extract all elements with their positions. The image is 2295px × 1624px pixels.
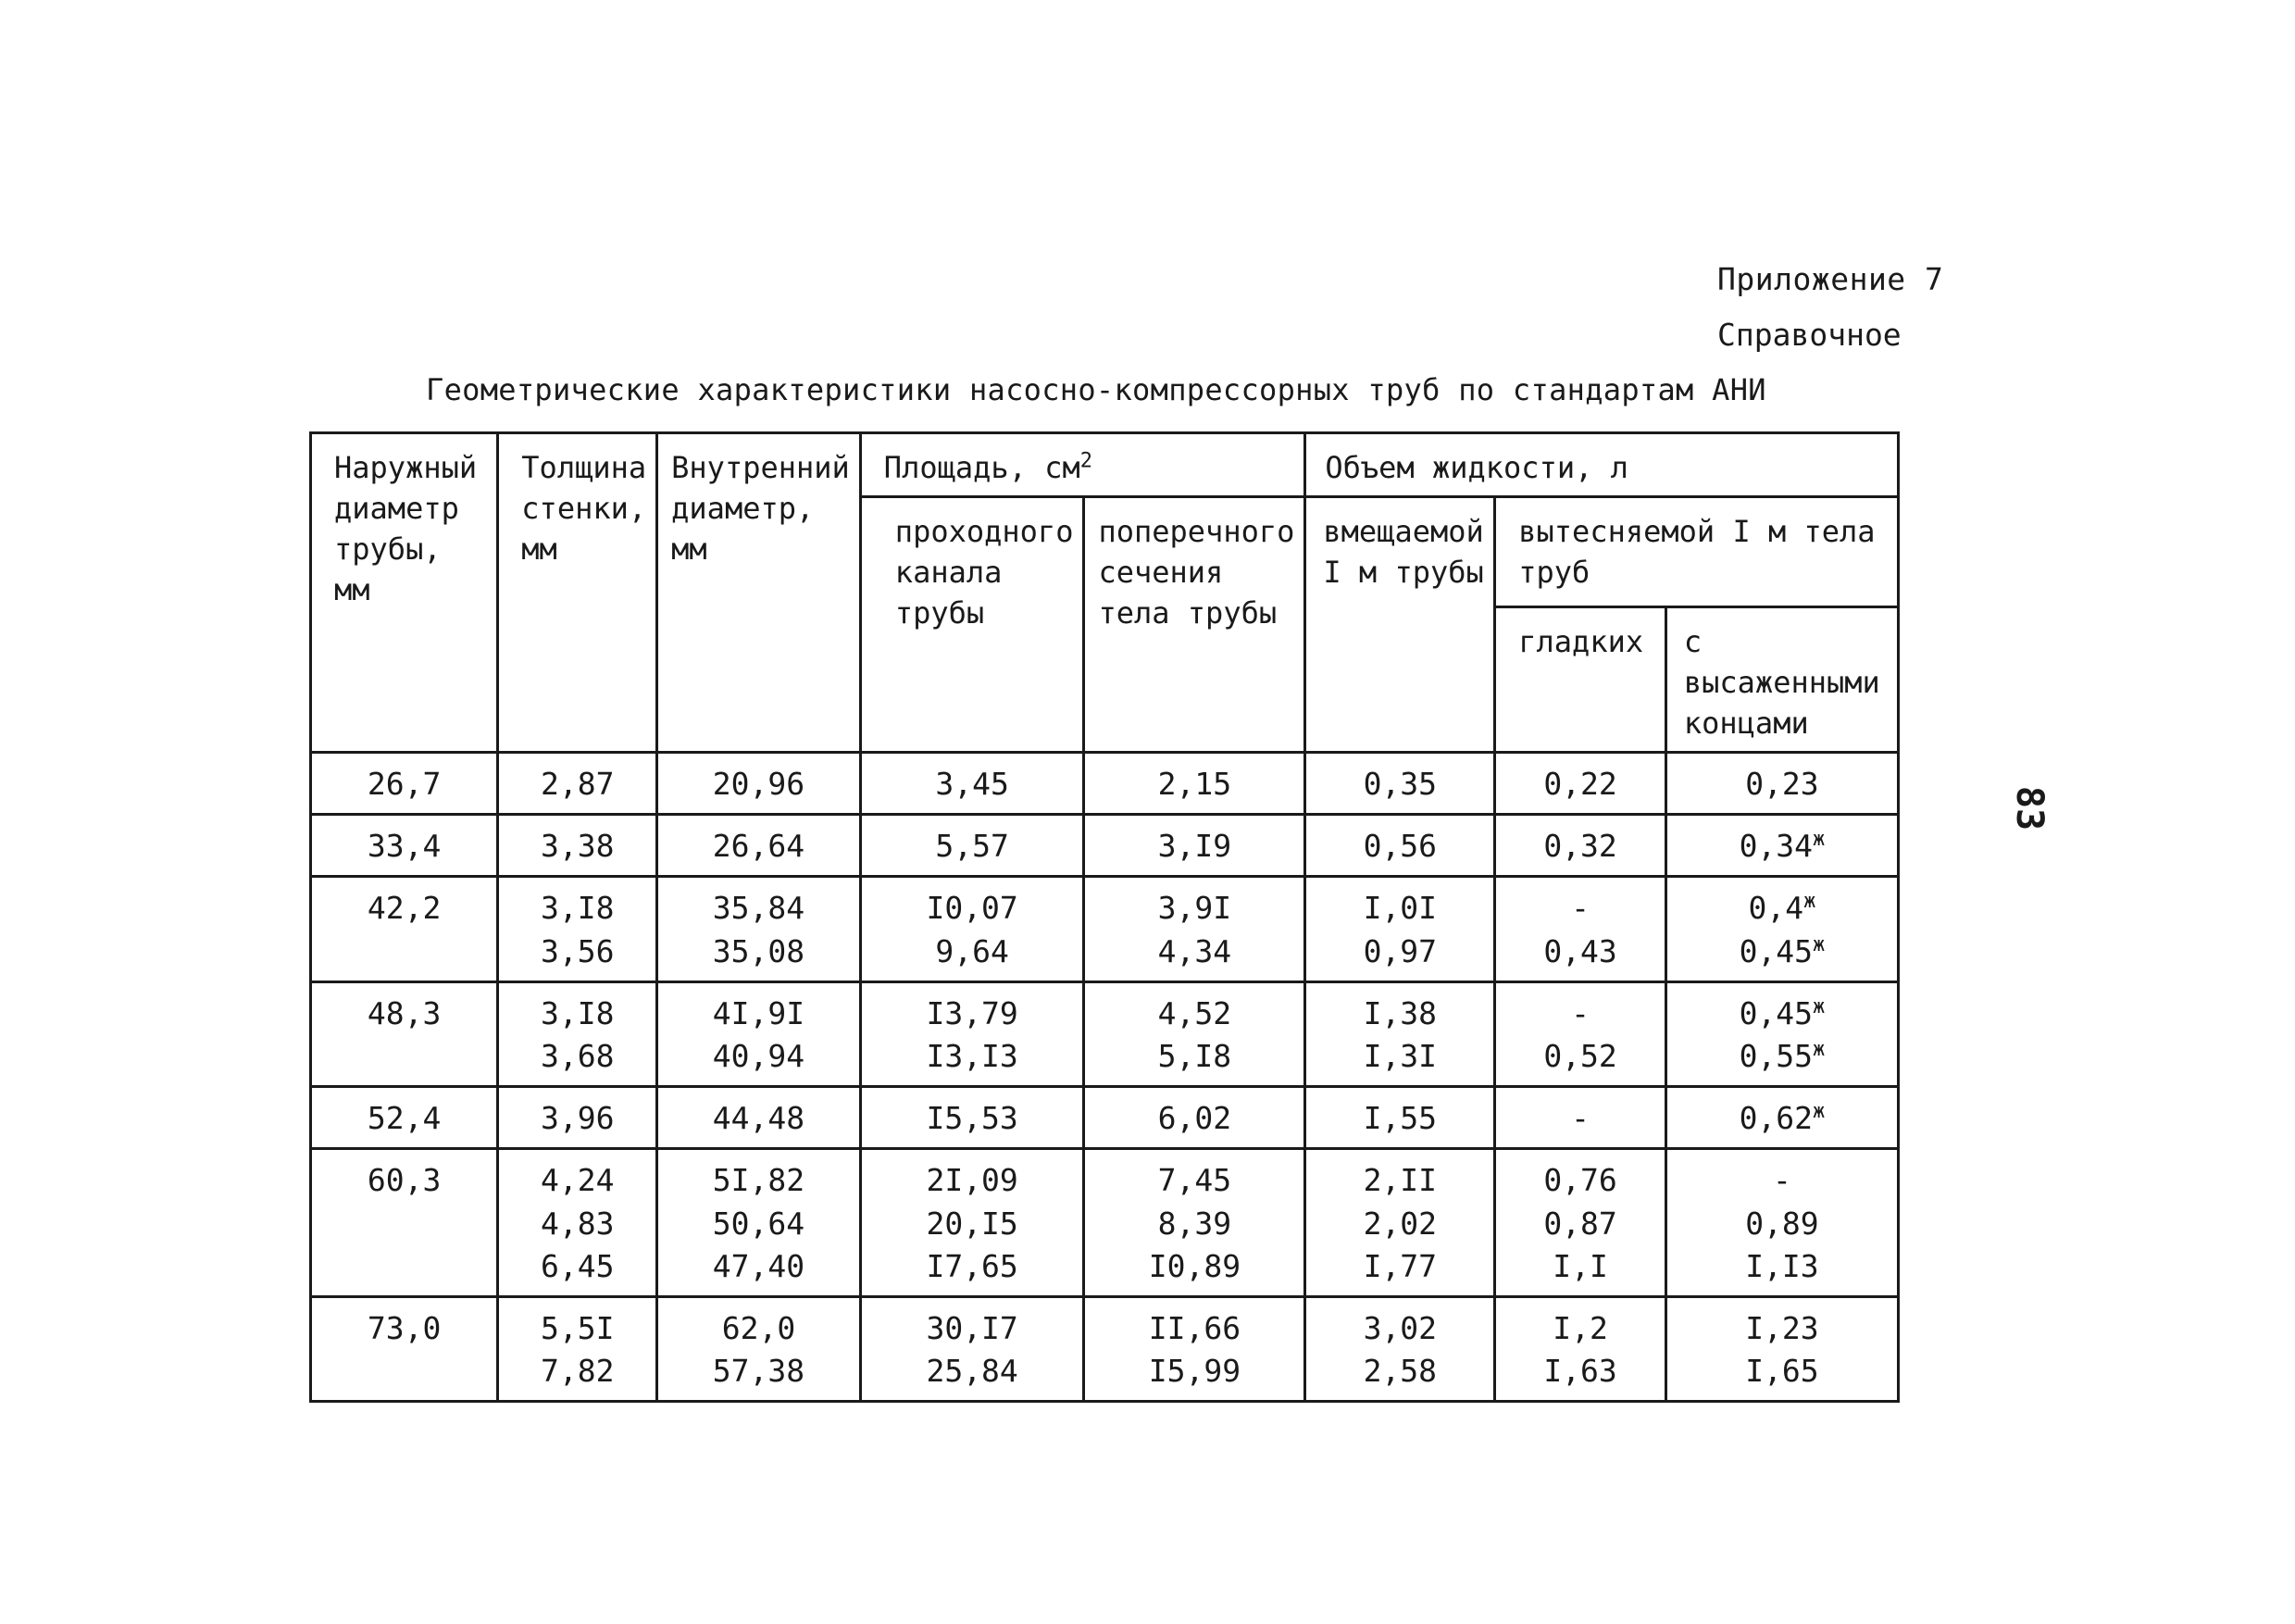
cell-value — [506, 931, 648, 973]
cell-value — [1675, 1350, 1890, 1393]
cell-value-text: 47,40 — [712, 1247, 805, 1284]
cell-value — [1092, 1307, 1296, 1350]
cell-value-text: - — [1571, 890, 1590, 927]
cell-value — [1314, 1203, 1486, 1245]
cell-value — [1314, 1245, 1486, 1288]
cell-value-text: 7,45 — [1157, 1162, 1232, 1199]
cell-value-text: 30,I7 — [926, 1309, 1018, 1346]
cell-value-text: I,63 — [1543, 1353, 1617, 1390]
wall-thickness-cell — [498, 877, 657, 981]
table-row — [311, 981, 1899, 1086]
volume-upset-cell — [1665, 981, 1898, 1086]
cell-value-text: 6,45 — [540, 1247, 615, 1284]
cell-value — [869, 931, 1076, 973]
cell-value — [869, 1307, 1076, 1350]
cell-value — [1675, 763, 1890, 806]
cell-value — [1314, 887, 1486, 930]
cell-value-text: 57,38 — [712, 1353, 805, 1390]
cell-value — [1314, 931, 1486, 973]
cell-value-text: 3,45 — [935, 766, 1009, 802]
cell-value-text: I,2 — [1553, 1309, 1608, 1346]
cell-value — [506, 825, 648, 868]
volume-smooth-cell — [1495, 753, 1666, 815]
volume-smooth-cell — [1495, 981, 1666, 1086]
inner-diameter-cell — [657, 981, 861, 1086]
cell-value — [506, 763, 648, 806]
cell-value — [1503, 1350, 1657, 1393]
cell-value — [666, 1203, 852, 1245]
cell-value-text: 0,62 — [1739, 1100, 1814, 1137]
cell-value — [1675, 1245, 1890, 1288]
cell-value — [1503, 1159, 1657, 1202]
footnote-mark: ж — [1813, 1100, 1826, 1124]
area-channel-cell — [860, 981, 1084, 1086]
wall-thickness-cell — [498, 1087, 657, 1149]
volume-contained-cell — [1305, 1149, 1495, 1297]
outer-diameter-cell — [311, 1149, 498, 1297]
cell-value — [506, 1097, 648, 1140]
volume-smooth-cell — [1495, 1087, 1666, 1149]
cell-value-text: I5,99 — [1148, 1353, 1241, 1390]
cell-value — [1092, 1097, 1296, 1140]
cell-value — [1675, 825, 1890, 868]
cell-value — [1675, 887, 1890, 930]
cell-value-text: I,55 — [1363, 1100, 1438, 1137]
volume-upset-cell — [1665, 1087, 1898, 1149]
cell-value — [666, 887, 852, 930]
cell-value — [1092, 763, 1296, 806]
table-row — [311, 815, 1899, 877]
cell-value-text: 0,22 — [1543, 766, 1617, 802]
cell-value-text: 3,9I — [1157, 890, 1232, 927]
cell-value-text: 0,52 — [1543, 1037, 1617, 1074]
table-row — [311, 753, 1899, 815]
cell-value — [1092, 825, 1296, 868]
cell-value-text: 5I,82 — [712, 1162, 805, 1199]
cell-value-text: 3,38 — [540, 828, 615, 865]
cell-value-text: - — [1772, 1162, 1791, 1199]
cell-value-text: I,I3 — [1745, 1247, 1819, 1284]
cell-value — [666, 1035, 852, 1078]
cell-value — [1503, 1203, 1657, 1245]
outer-diameter-cell — [311, 1296, 498, 1401]
cell-value-text: 7,82 — [540, 1353, 615, 1390]
cell-value — [869, 825, 1076, 868]
cell-value — [506, 1307, 648, 1350]
cell-value-text: I,23 — [1745, 1309, 1819, 1346]
wall-thickness-cell — [498, 1296, 657, 1401]
header-volume-group: Объем жидкости, л — [1305, 433, 1899, 497]
footnote-mark: ж — [1803, 890, 1816, 914]
cell-value: 52,4 — [367, 1100, 442, 1137]
cell-value-text: 5,I8 — [1157, 1037, 1232, 1074]
cell-value-text: 44,48 — [712, 1100, 805, 1137]
cell-value — [506, 1203, 648, 1245]
cell-value-text: 20,I5 — [926, 1205, 1018, 1242]
cell-value-text: I,I — [1553, 1247, 1608, 1284]
outer-diameter-cell — [311, 981, 498, 1086]
cell-value-text: 35,08 — [712, 932, 805, 969]
area-channel-cell — [860, 1149, 1084, 1297]
cell-value — [1503, 825, 1657, 868]
header-outer-diameter: Наружный диаметр трубы, мм — [311, 433, 498, 753]
cell-value — [666, 993, 852, 1035]
cell-value — [1503, 931, 1657, 973]
cell-value — [869, 1203, 1076, 1245]
cell-value-text: II,66 — [1148, 1309, 1241, 1346]
cell-value — [666, 1159, 852, 1202]
table-row — [311, 1149, 1899, 1297]
cell-value-text: 0,56 — [1363, 828, 1438, 865]
cell-value-text: 3,I9 — [1157, 828, 1232, 865]
cell-value-text: 3,96 — [540, 1100, 615, 1137]
cell-value — [1503, 1097, 1657, 1140]
cell-value — [1314, 763, 1486, 806]
cell-value — [1503, 1035, 1657, 1078]
inner-diameter-cell — [657, 877, 861, 981]
cell-value-text: 4,52 — [1157, 994, 1232, 1031]
cell-value-text: 2I,09 — [926, 1162, 1018, 1199]
area-channel-cell — [860, 815, 1084, 877]
cell-value — [1092, 1350, 1296, 1393]
volume-smooth-cell — [1495, 1296, 1666, 1401]
table-row — [311, 1296, 1899, 1401]
cell-value — [869, 1035, 1076, 1078]
cell-value-text: 8,39 — [1157, 1205, 1232, 1242]
cell-value-text: 25,84 — [926, 1353, 1018, 1390]
volume-smooth-cell — [1495, 815, 1666, 877]
cell-value — [1314, 1035, 1486, 1078]
cell-value-text: 0,76 — [1543, 1162, 1617, 1199]
outer-diameter-cell — [311, 753, 498, 815]
cell-value-text: I,77 — [1363, 1247, 1438, 1284]
volume-upset-cell — [1665, 815, 1898, 877]
inner-diameter-cell — [657, 1087, 861, 1149]
header-area-group — [860, 433, 1305, 497]
cell-value — [1675, 931, 1890, 973]
cell-value — [1314, 825, 1486, 868]
cell-value — [1092, 1245, 1296, 1288]
cell-value-text: 4,34 — [1157, 932, 1232, 969]
cell-value-text: 4,83 — [540, 1205, 615, 1242]
document-title: Геометрические характеристики насосно-компрессорных труб по стандартам АНИ — [426, 372, 1766, 407]
cell-value — [1675, 1203, 1890, 1245]
cell-value-text: 0,34 — [1739, 828, 1814, 865]
cell-value-text: I0,07 — [926, 890, 1018, 927]
cell-value — [666, 825, 852, 868]
volume-upset-cell — [1665, 877, 1898, 981]
cell-value: 73,0 — [367, 1309, 442, 1346]
cell-value — [1314, 1159, 1486, 1202]
cell-value — [1092, 1035, 1296, 1078]
outer-diameter-cell — [311, 815, 498, 877]
volume-contained-cell — [1305, 753, 1495, 815]
cell-value — [666, 931, 852, 973]
area-channel-cell — [860, 753, 1084, 815]
cell-value-text: I,3I — [1363, 1037, 1438, 1074]
cell-value — [1092, 993, 1296, 1035]
inner-diameter-cell — [657, 753, 861, 815]
cell-value-text: 20,96 — [712, 766, 805, 802]
volume-contained-cell — [1305, 815, 1495, 877]
cell-value-text: 3,I8 — [540, 890, 615, 927]
cell-value-text: 0,4 — [1748, 890, 1804, 927]
volume-smooth-cell — [1495, 877, 1666, 981]
cell-value-text: 0,55 — [1739, 1037, 1814, 1074]
cell-value — [1314, 1097, 1486, 1140]
header-smooth: гладких — [1495, 606, 1666, 752]
cell-value — [1675, 1307, 1890, 1350]
cell-value — [869, 1097, 1076, 1140]
cell-value — [1503, 1307, 1657, 1350]
cell-value-text: - — [1571, 994, 1590, 1031]
cell-value-text: I3,79 — [926, 994, 1018, 1031]
cell-value-text: 3,I8 — [540, 994, 615, 1031]
cell-value — [506, 1035, 648, 1078]
footnote-mark: ж — [1813, 994, 1826, 1018]
cell-value-text: 0,32 — [1543, 828, 1617, 865]
cell-value — [1503, 993, 1657, 1035]
cell-value-text: 50,64 — [712, 1205, 805, 1242]
cell-value — [506, 1159, 648, 1202]
cell-value-text: I5,53 — [926, 1100, 1018, 1137]
page-number: 83 — [2008, 785, 2052, 831]
area-section-cell — [1084, 753, 1305, 815]
cell-value-text: - — [1571, 1100, 1590, 1137]
cell-value — [1092, 1159, 1296, 1202]
cell-value-text: 0,35 — [1363, 766, 1438, 802]
area-section-cell — [1084, 877, 1305, 981]
cell-value: 26,7 — [367, 766, 442, 802]
cell-value-text: 2,15 — [1157, 766, 1232, 802]
cell-value — [506, 1350, 648, 1393]
cell-value-text: 2,02 — [1363, 1205, 1438, 1242]
cell-value — [666, 1245, 852, 1288]
cell-value — [1092, 887, 1296, 930]
cell-value — [666, 1350, 852, 1393]
area-group-unit-exponent: 2 — [1079, 449, 1092, 473]
cell-value — [1675, 1097, 1890, 1140]
outer-diameter-cell — [311, 1087, 498, 1149]
cell-value-text: 0,45 — [1739, 994, 1814, 1031]
cell-value-text: I7,65 — [926, 1247, 1018, 1284]
volume-contained-cell — [1305, 981, 1495, 1086]
cell-value-text: 5,5I — [540, 1309, 615, 1346]
cell-value-text: 9,64 — [935, 932, 1009, 969]
inner-diameter-cell — [657, 1149, 861, 1297]
cell-value-text: 2,II — [1363, 1162, 1438, 1199]
cell-value-text: 0,43 — [1543, 932, 1617, 969]
header-area-section: поперечного сечения тела трубы — [1084, 497, 1305, 753]
area-section-cell — [1084, 815, 1305, 877]
inner-diameter-cell — [657, 815, 861, 877]
cell-value — [1675, 1159, 1890, 1202]
area-channel-cell — [860, 1296, 1084, 1401]
cell-value-text: 26,64 — [712, 828, 805, 865]
area-channel-cell — [860, 877, 1084, 981]
volume-upset-cell — [1665, 1149, 1898, 1297]
cell-value — [666, 1097, 852, 1140]
cell-value-text: 2,87 — [540, 766, 615, 802]
cell-value-text: 4,24 — [540, 1162, 615, 1199]
cell-value — [869, 1245, 1076, 1288]
area-section-cell — [1084, 1149, 1305, 1297]
cell-value-text: 3,68 — [540, 1037, 615, 1074]
volume-contained-cell — [1305, 877, 1495, 981]
header-volume-contained: вмещаемой I м трубы — [1305, 497, 1495, 753]
cell-value — [869, 763, 1076, 806]
cell-value — [1092, 1203, 1296, 1245]
cell-value — [1675, 1035, 1890, 1078]
cell-value-text: I,0I — [1363, 890, 1438, 927]
area-section-cell — [1084, 1087, 1305, 1149]
appendix-label: Приложение 7 — [1717, 261, 1944, 297]
cell-value-text: 2,58 — [1363, 1353, 1438, 1390]
cell-value-text: 5,57 — [935, 828, 1009, 865]
table-row — [311, 1087, 1899, 1149]
cell-value — [1314, 993, 1486, 1035]
cell-value — [869, 993, 1076, 1035]
area-section-cell — [1084, 981, 1305, 1086]
header-upset-ends: с высаженными концами — [1665, 606, 1898, 752]
header-inner-diameter: Внутренний диаметр, мм — [657, 433, 861, 753]
cell-value — [1314, 1307, 1486, 1350]
area-channel-cell — [860, 1087, 1084, 1149]
cell-value — [1503, 763, 1657, 806]
cell-value — [1675, 993, 1890, 1035]
cell-value-text: 3,56 — [540, 932, 615, 969]
cell-value — [1503, 887, 1657, 930]
cell-value — [869, 1159, 1076, 1202]
cell-value-text: I3,I3 — [926, 1037, 1018, 1074]
cell-value — [506, 993, 648, 1035]
cell-value-text: 0,89 — [1745, 1205, 1819, 1242]
cell-value-text: I0,89 — [1148, 1247, 1241, 1284]
volume-smooth-cell — [1495, 1149, 1666, 1297]
inner-diameter-cell — [657, 1296, 861, 1401]
cell-value — [1092, 931, 1296, 973]
outer-diameter-cell — [311, 877, 498, 981]
cell-value — [869, 1350, 1076, 1393]
cell-value-text: 4I,9I — [712, 994, 805, 1031]
cell-value-text: I,38 — [1363, 994, 1438, 1031]
volume-contained-cell — [1305, 1087, 1495, 1149]
cell-value-text: 0,87 — [1543, 1205, 1617, 1242]
wall-thickness-cell — [498, 753, 657, 815]
header-area-channel: проходного канала трубы — [860, 497, 1084, 753]
cell-value — [666, 763, 852, 806]
volume-upset-cell — [1665, 753, 1898, 815]
cell-value: 42,2 — [367, 890, 442, 927]
area-group-label: Площадь, см — [883, 450, 1080, 485]
table-row — [311, 877, 1899, 981]
header-wall-thickness: Толщина стенки, мм — [498, 433, 657, 753]
volume-contained-cell — [1305, 1296, 1495, 1401]
cell-value-text: 0,45 — [1739, 932, 1814, 969]
wall-thickness-cell — [498, 1149, 657, 1297]
cell-value: 60,3 — [367, 1162, 442, 1199]
cell-value-text: 0,23 — [1745, 766, 1819, 802]
cell-value — [666, 1307, 852, 1350]
footnote-mark: ж — [1813, 932, 1826, 956]
cell-value — [506, 1245, 648, 1288]
area-section-cell — [1084, 1296, 1305, 1401]
cell-value-text: 3,02 — [1363, 1309, 1438, 1346]
wall-thickness-cell — [498, 981, 657, 1086]
cell-value-text: I,65 — [1745, 1353, 1819, 1390]
pipe-characteristics-table — [309, 431, 1900, 1403]
cell-value-text: 35,84 — [712, 890, 805, 927]
cell-value: 33,4 — [367, 828, 442, 865]
cell-value-text: 6,02 — [1157, 1100, 1232, 1137]
volume-upset-cell — [1665, 1296, 1898, 1401]
cell-value-text: 0,97 — [1363, 932, 1438, 969]
header-displaced-group: вытесняемой I м тела труб — [1495, 497, 1899, 606]
cell-value — [869, 887, 1076, 930]
cell-value — [506, 887, 648, 930]
cell-value: 48,3 — [367, 994, 442, 1031]
cell-value-text: 40,94 — [712, 1037, 805, 1074]
footnote-mark: ж — [1813, 828, 1826, 852]
cell-value-text: 62,0 — [721, 1309, 796, 1346]
table-body — [311, 753, 1899, 1402]
footnote-mark: ж — [1813, 1037, 1826, 1061]
wall-thickness-cell — [498, 815, 657, 877]
cell-value — [1314, 1350, 1486, 1393]
cell-value — [1503, 1245, 1657, 1288]
reference-label: Справочное — [1717, 317, 1902, 353]
